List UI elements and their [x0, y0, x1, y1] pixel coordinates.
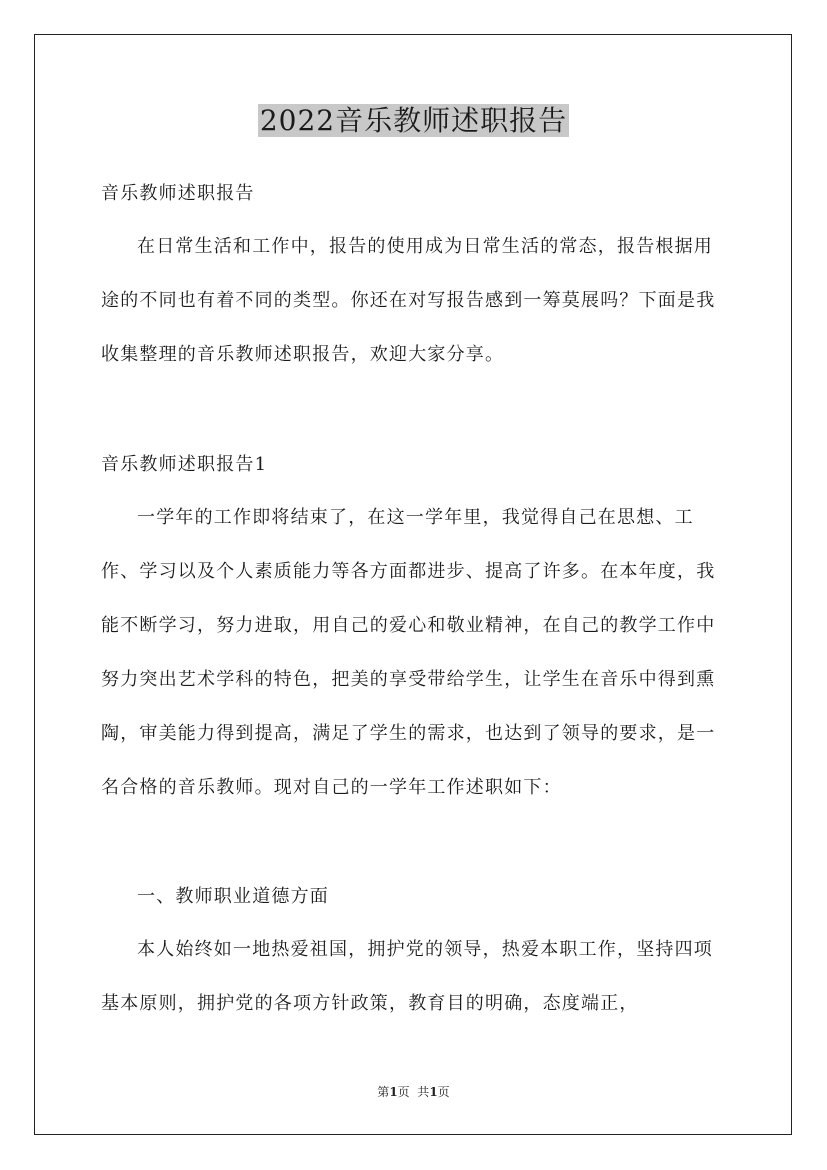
document-title-text: 2022音乐教师述职报告 — [259, 104, 568, 137]
page-total: 1 — [429, 1085, 438, 1099]
page-label-suffix: 页 — [437, 1085, 450, 1099]
subsection-paragraph: 本人始终如一地热爱祖国，拥护党的领导，热爱本职工作，坚持四项基本原则，拥护党的各项方针政策，教育目的明确，态度端正， — [101, 939, 713, 1014]
page-label-mid: 页 共 — [397, 1085, 430, 1099]
section-heading: 音乐教师述职报告1 — [101, 454, 268, 475]
document-title — [0, 100, 827, 141]
page-footer — [0, 1083, 827, 1100]
document-subtitle: 音乐教师述职报告 — [101, 183, 255, 204]
section-paragraph: 一学年的工作即将结束了，在这一学年里，我觉得自己在思想、工作、学习以及个人素质能力等各方面都进步、提高了许多。在本年度，我能不断学习，努力进取，用自己的爱心和敬业精神，在自己的教学工作中努力突出艺术学科的特色，把美的享受带给学生，让学生在音乐中得到熏陶，审美能力得到提高，满足了学生的需求，也达到了领导的要求，是一名合格的音乐教师。现对自己的一学年工作述职如下： — [101, 507, 716, 798]
page-label-prefix: 第 — [377, 1085, 390, 1099]
intro-paragraph: 在日常生活和工作中，报告的使用成为日常生活的常态，报告根据用途的不同也有着不同的类型。你还在对写报告感到一筹莫展吗？下面是我收集整理的音乐教师述职报告，欢迎大家分享。 — [101, 236, 716, 365]
subsection-heading: 一、教师职业道德方面 — [137, 886, 329, 907]
page-current: 1 — [389, 1085, 398, 1099]
